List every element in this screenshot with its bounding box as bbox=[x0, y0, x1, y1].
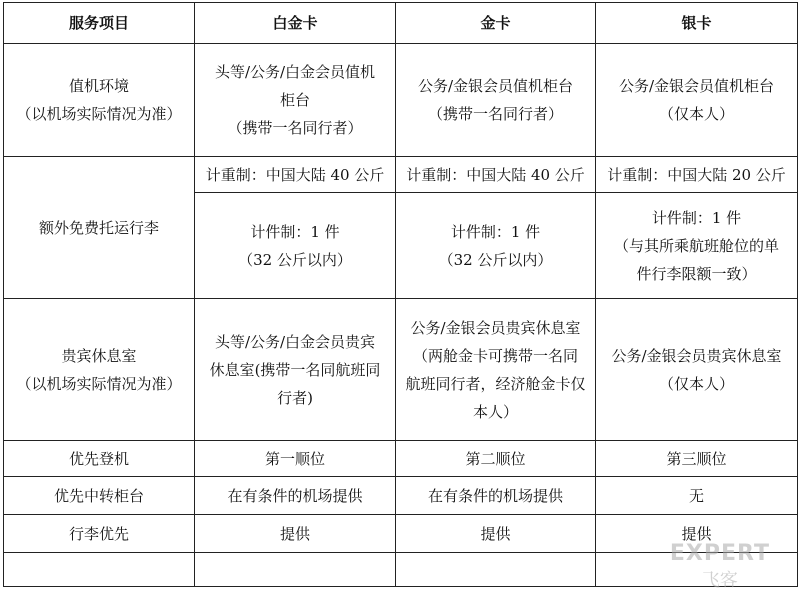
baggage-weight-platinum-text: 计重制：中国大陆 40 公斤 bbox=[205, 165, 385, 184]
baggage-piece-gold bbox=[396, 193, 596, 299]
priority-baggage-silver: 提供 bbox=[596, 515, 798, 553]
lounge-item bbox=[4, 299, 195, 441]
baggage-piece-silver-line2: （与其所乘航班舱位的单 bbox=[613, 236, 779, 255]
watermark-line1: EXPERT bbox=[669, 541, 770, 566]
checkin-platinum bbox=[195, 44, 396, 157]
baggage-piece-platinum-line1: 计件制：1 件 bbox=[250, 222, 340, 241]
priority-baggage-platinum: 提供 bbox=[195, 515, 396, 553]
baggage-piece-gold-line2: （32 公斤以内） bbox=[438, 250, 553, 269]
checkin-gold-line1: 公务/金银会员值机柜台 bbox=[417, 77, 574, 95]
row-lounge bbox=[4, 299, 798, 441]
transfer-platinum: 在有条件的机场提供 bbox=[195, 477, 396, 515]
priority-baggage-gold: 提供 bbox=[396, 515, 596, 553]
transfer-item: 优先中转柜台 bbox=[4, 477, 195, 515]
lounge-silver-line2: （仅本人） bbox=[658, 374, 734, 393]
baggage-piece-gold-line1: 计件制：1 件 bbox=[450, 222, 541, 241]
checkin-silver-line1: 公务/金银会员值机柜台 bbox=[618, 77, 775, 95]
checkin-silver bbox=[596, 44, 798, 157]
checkin-item bbox=[4, 44, 195, 157]
baggage-piece-silver-line1: 计件制：1 件 bbox=[651, 208, 742, 227]
empty-cell-2 bbox=[195, 553, 396, 587]
lounge-gold-line2: （两舱金卡可携带一名同 bbox=[412, 346, 578, 365]
header-platinum: 白金卡 bbox=[195, 3, 396, 44]
transfer-gold: 在有条件的机场提供 bbox=[396, 477, 596, 515]
checkin-platinum-line3: （携带一名同行者） bbox=[227, 119, 363, 137]
row-empty bbox=[4, 553, 798, 587]
lounge-gold-line3: 航班同行者，经济舱金卡仅 bbox=[405, 374, 586, 393]
lounge-platinum-line2: 休息室(携带一名同航班同 bbox=[209, 360, 381, 379]
baggage-item: 额外免费托运行李 bbox=[4, 157, 195, 299]
row-boarding bbox=[4, 441, 798, 477]
lounge-silver bbox=[596, 299, 798, 441]
checkin-item-line2: （以机场实际情况为准） bbox=[16, 105, 182, 123]
checkin-gold-line2: （携带一名同行者） bbox=[427, 105, 563, 123]
header-silver: 银卡 bbox=[596, 3, 798, 44]
checkin-platinum-line1: 头等/公务/白金会员值机 bbox=[214, 63, 376, 81]
lounge-platinum-line1: 头等/公务/白金会员贵宾 bbox=[214, 332, 376, 351]
lounge-platinum-line3: 行者) bbox=[277, 388, 313, 407]
membership-benefits-table bbox=[3, 2, 798, 587]
boarding-platinum: 第一顺位 bbox=[195, 441, 396, 477]
checkin-silver-line2: （仅本人） bbox=[658, 105, 734, 123]
baggage-piece-platinum bbox=[195, 193, 396, 299]
row-checkin bbox=[4, 44, 798, 157]
lounge-gold-line4: 本人） bbox=[472, 402, 518, 421]
header-service-item: 服务项目 bbox=[4, 3, 195, 44]
baggage-piece-platinum-line2: （32 公斤以内） bbox=[238, 250, 352, 269]
baggage-weight-gold-text: 计重制：中国大陆 40 公斤 bbox=[406, 165, 585, 184]
empty-cell-3 bbox=[396, 553, 596, 587]
transfer-silver: 无 bbox=[596, 477, 798, 515]
checkin-item-line1: 值机环境 bbox=[68, 77, 129, 95]
header-row bbox=[4, 3, 798, 44]
boarding-gold: 第二顺位 bbox=[396, 441, 596, 477]
checkin-gold bbox=[396, 44, 596, 157]
lounge-platinum bbox=[195, 299, 396, 441]
row-transfer bbox=[4, 477, 798, 515]
lounge-silver-line1: 公务/金银会员贵宾休息室 bbox=[611, 346, 782, 365]
lounge-item-line2: （以机场实际情况为准） bbox=[16, 374, 182, 393]
boarding-silver: 第三顺位 bbox=[596, 441, 798, 477]
baggage-weight-silver bbox=[596, 157, 798, 193]
row-baggage-weight bbox=[4, 157, 798, 193]
baggage-piece-silver bbox=[596, 193, 798, 299]
header-gold: 金卡 bbox=[396, 3, 596, 44]
baggage-weight-silver-text: 计重制：中国大陆 20 公斤 bbox=[607, 165, 786, 184]
lounge-gold bbox=[396, 299, 596, 441]
baggage-weight-gold bbox=[396, 157, 596, 193]
baggage-piece-silver-line3: 件行李限额一致） bbox=[636, 264, 757, 283]
empty-cell-1 bbox=[4, 553, 195, 587]
priority-baggage-item: 行李优先 bbox=[4, 515, 195, 553]
empty-cell-4 bbox=[596, 553, 798, 587]
lounge-gold-line1: 公务/金银会员贵宾休息室 bbox=[410, 318, 581, 337]
watermark-line2: 飞客 bbox=[701, 570, 738, 591]
lounge-item-line1: 贵宾休息室 bbox=[61, 346, 137, 365]
checkin-platinum-line2: 柜台 bbox=[279, 91, 310, 109]
baggage-weight-platinum bbox=[195, 157, 396, 193]
row-priority-baggage bbox=[4, 515, 798, 553]
boarding-item: 优先登机 bbox=[4, 441, 195, 477]
